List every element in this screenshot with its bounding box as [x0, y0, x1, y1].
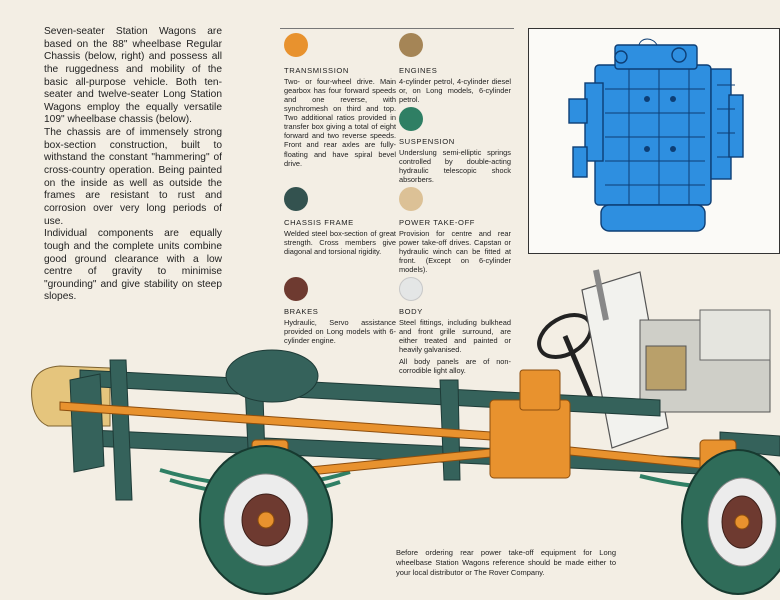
- suspension-color-dot: [399, 107, 423, 131]
- power-take-off-color-dot: [399, 187, 423, 211]
- rear-wheel: [200, 446, 332, 594]
- suspension-section: [399, 137, 511, 184]
- section-heading: ENGINES: [399, 66, 438, 75]
- transmission-section: [284, 66, 396, 168]
- section-heading: BODY: [399, 307, 423, 316]
- section-text: Underslung semi-elliptic springs controlled by double-acting hydraulic telescopic shock absorbers.: [399, 148, 511, 185]
- intro-paragraph: Individual components are equally tough and the complete units combine good ground clearance with a low centre of gravity to minimise "grounding" and give stability on steep slopes.: [44, 228, 222, 303]
- section-text: Hydraulic, Servo assistance provided on Long models with 6-cylinder engine.: [284, 318, 396, 346]
- section-text: Provision for centre and rear power take-off drives. Capstan or hydraulic winch can be fitted at front. (Except on 6-cylinder models).: [399, 229, 511, 275]
- section-heading: SUSPENSION: [399, 137, 455, 146]
- section-heading: BRAKES: [284, 307, 319, 316]
- intro-paragraph: The chassis are of immensely strong box-section construction, built to withstand the constant "hammering" of cross-country operation. Being painted on the inside as well as outside the frames are resistant to rust and corrosion over very long periods of use.: [44, 127, 222, 227]
- section-heading: CHASSIS FRAME: [284, 218, 354, 227]
- intro-paragraph: Seven-seater Station Wagons are based on the 88" wheelbase Regular Chassis (below, right) and possess all the ruggedness and mobility of the basic all-purpose vehicle. Both ten-seater and twelve-seater Long Station Wagons employ the equally versatile 109" wheelbase chassis (below).: [44, 26, 222, 126]
- chassis-illustration: [0, 250, 780, 600]
- section-heading: POWER TAKE-OFF: [399, 218, 476, 227]
- chassis-frame-color-dot: [284, 187, 308, 211]
- section-text: Steel fittings, including bulkhead and front grille surround, are either treated and painted or heavily galvanised.: [399, 318, 511, 355]
- engine-illustration: [529, 29, 779, 253]
- section-text: Two- or four-wheel drive. Main gearbox has four forward speeds and one reverse, with synchromesh on third and top. Two additional ratios provided in transfer box giving a total of eight forward and two reverse speeds. Front and rear axles are fully-floating and have spiral bevel drive.: [284, 77, 396, 168]
- section-text-extra: All body panels are of non-corrodible light alloy.: [399, 357, 511, 376]
- section-text: Welded steel box-section of great strength. Cross members give diagonal and torsional rigidity.: [284, 229, 396, 257]
- rear-spring-hanger: [226, 350, 318, 402]
- footnote: Before ordering rear power take-off equipment for Long wheelbase Station Wagons reference should be made either to your local distributor or The Rover Company.: [396, 548, 616, 577]
- engine-illustration-frame: [528, 28, 780, 254]
- section-heading: TRANSMISSION: [284, 66, 350, 75]
- engines-color-dot: [399, 33, 423, 57]
- engines-section: [399, 66, 511, 104]
- engine-bay: [640, 310, 770, 412]
- transmission-color-dot: [284, 33, 308, 57]
- section-text: 4-cylinder petrol, 4-cylinder diesel or, on Long models, 6-cylinder petrol.: [399, 77, 511, 105]
- top-rule: [280, 28, 514, 29]
